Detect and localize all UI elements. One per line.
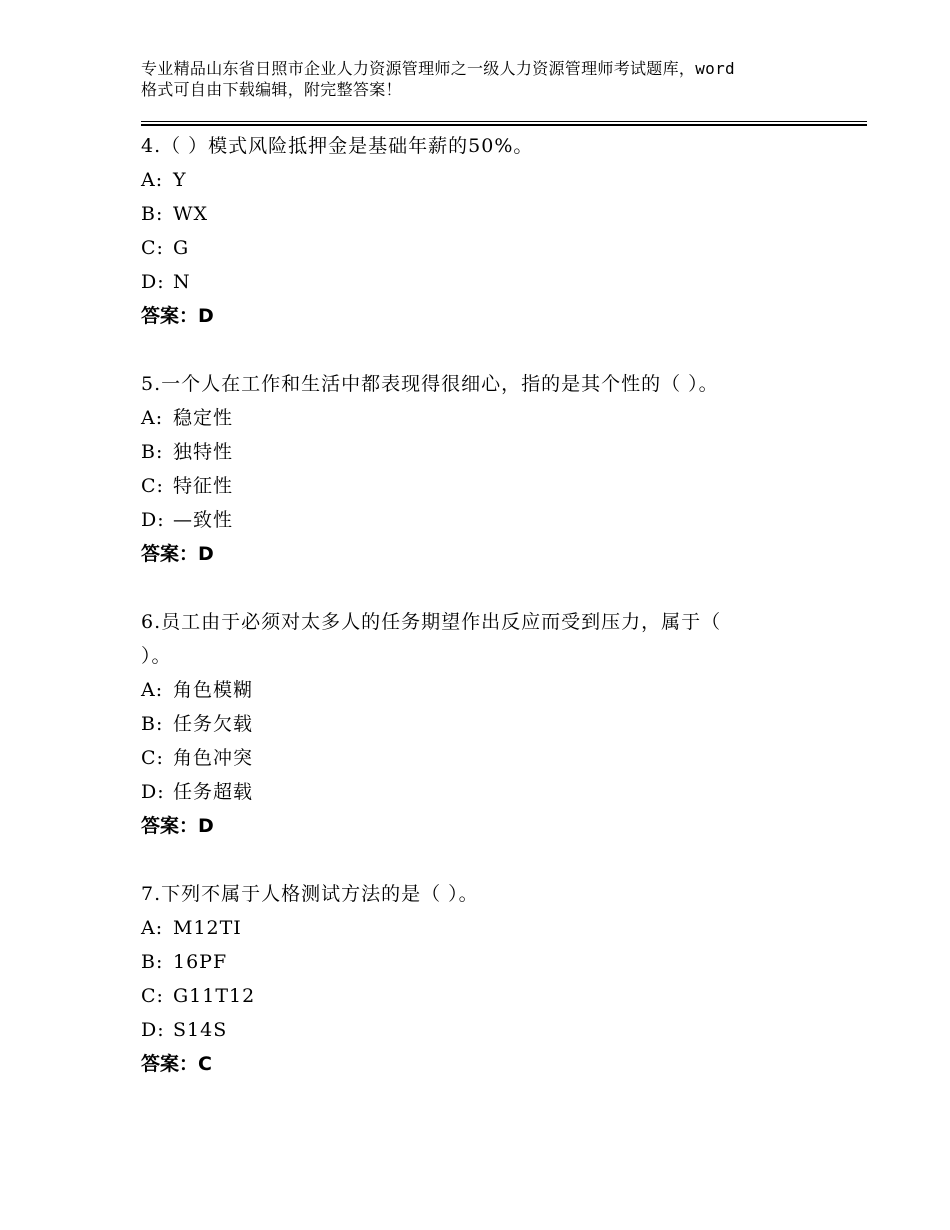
option-key: A: bbox=[141, 679, 164, 701]
option-text: G11T12 bbox=[173, 985, 256, 1007]
answer-label: 答案：D bbox=[141, 543, 214, 565]
option-c bbox=[141, 231, 841, 265]
option-key: C: bbox=[141, 475, 164, 497]
option-c bbox=[141, 469, 841, 503]
option-text: G bbox=[173, 237, 190, 259]
option-d bbox=[141, 265, 841, 299]
option-text: M12TI bbox=[173, 917, 242, 939]
option-a bbox=[141, 673, 841, 707]
option-text: 角色冲突 bbox=[173, 747, 254, 769]
option-c bbox=[141, 741, 841, 775]
option-key: A: bbox=[141, 917, 164, 939]
option-key: A: bbox=[141, 407, 164, 429]
option-key: D: bbox=[141, 509, 165, 531]
option-key: B: bbox=[141, 441, 164, 463]
question-7 bbox=[141, 877, 841, 1081]
question-5 bbox=[141, 367, 841, 571]
option-key: C: bbox=[141, 747, 164, 769]
option-key: B: bbox=[141, 951, 164, 973]
option-key: C: bbox=[141, 985, 164, 1007]
answer-label: 答案：D bbox=[141, 815, 214, 837]
option-text: N bbox=[173, 271, 191, 293]
question-stem: 7.下列不属于人格测试方法的是（ ）。 bbox=[141, 883, 479, 905]
option-b bbox=[141, 435, 841, 469]
option-text: 任务欠载 bbox=[173, 713, 254, 735]
option-text: 角色模糊 bbox=[173, 679, 254, 701]
option-key: D: bbox=[141, 1019, 165, 1041]
option-text: —致性 bbox=[173, 509, 234, 531]
option-text: 稳定性 bbox=[173, 407, 234, 429]
header-divider-thick bbox=[141, 124, 867, 126]
question-list bbox=[141, 129, 841, 1115]
option-d bbox=[141, 1013, 841, 1047]
answer-label: 答案：C bbox=[141, 1053, 212, 1075]
option-key: D: bbox=[141, 271, 165, 293]
question-stem: 4.（ ）模式风险抵押金是基础年薪的50%。 bbox=[141, 135, 534, 157]
answer-label: 答案：D bbox=[141, 305, 214, 327]
option-key: D: bbox=[141, 781, 165, 803]
option-a bbox=[141, 911, 841, 945]
option-text: 任务超载 bbox=[173, 781, 254, 803]
option-text: WX bbox=[173, 203, 209, 225]
option-text: Y bbox=[173, 169, 187, 191]
option-key: C: bbox=[141, 237, 164, 259]
header-line-2: 格式可自由下载编辑，附完整答案！ bbox=[141, 80, 402, 99]
header-divider-thin bbox=[141, 121, 867, 122]
option-key: A: bbox=[141, 169, 164, 191]
header-line-1: 专业精品山东省日照市企业人力资源管理师之一级人力资源管理师考试题库，word bbox=[141, 59, 735, 78]
question-stem: 6.员工由于必须对太多人的任务期望作出反应而受到压力，属于（ ）。 bbox=[141, 611, 722, 667]
option-d bbox=[141, 503, 841, 537]
option-b bbox=[141, 197, 841, 231]
option-text: S14S bbox=[173, 1019, 228, 1041]
document-header bbox=[141, 58, 841, 100]
option-b bbox=[141, 945, 841, 979]
option-key: B: bbox=[141, 713, 164, 735]
option-b bbox=[141, 707, 841, 741]
question-6 bbox=[141, 605, 841, 843]
option-a bbox=[141, 163, 841, 197]
option-text: 特征性 bbox=[173, 475, 234, 497]
option-c bbox=[141, 979, 841, 1013]
question-stem: 5.一个人在工作和生活中都表现得很细心，指的是其个性的（ ）。 bbox=[141, 373, 719, 395]
question-4 bbox=[141, 129, 841, 333]
option-text: 16PF bbox=[173, 951, 228, 973]
option-key: B: bbox=[141, 203, 164, 225]
option-a bbox=[141, 401, 841, 435]
option-d bbox=[141, 775, 841, 809]
option-text: 独特性 bbox=[173, 441, 234, 463]
